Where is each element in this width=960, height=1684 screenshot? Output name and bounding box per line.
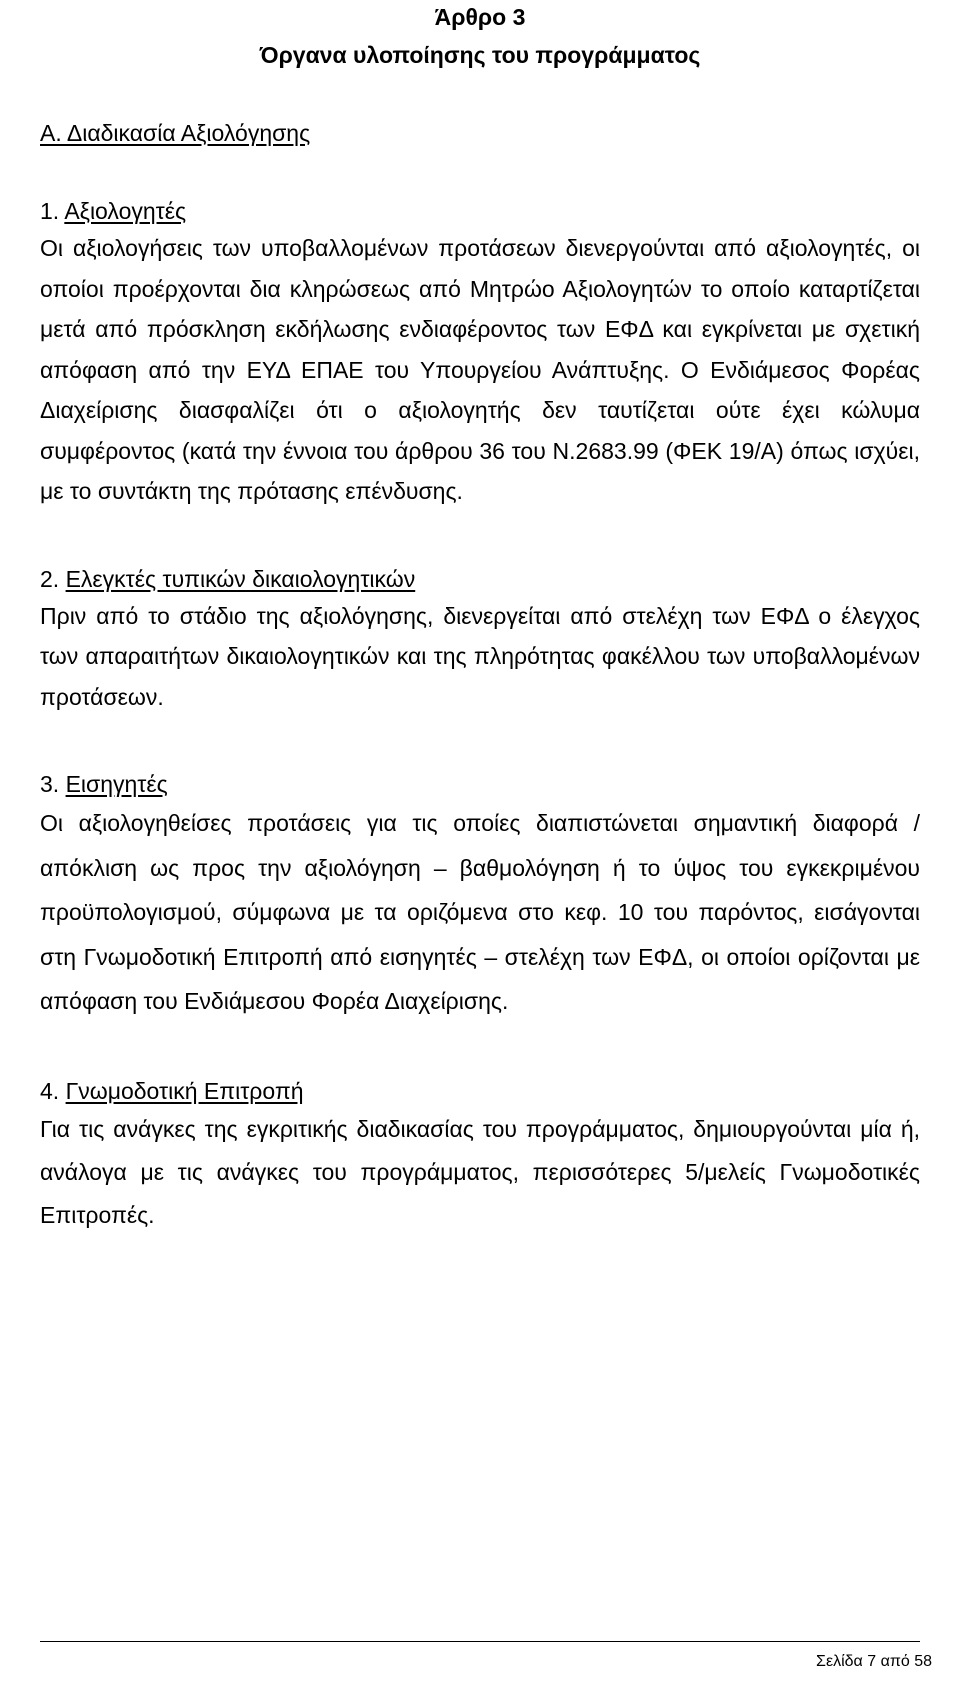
item-document-checkers	[40, 564, 920, 718]
item-paragraph: Οι αξιολογήσεις των υποβαλλομένων προτάσεων διενεργούνται από αξιολογητές, οι οποίοι προέρχονται δια κληρώσεως από Μητρώο Αξιολογητών το οποίο καταρτίζεται μετά από πρόσκληση εκδήλωσης ενδιαφέροντος των ΕΦΔ και εγκρίνεται με σχετική απόφαση από την ΕΥΔ ΕΠΑΕ του Υπουργείου Ανάπτυξης. Ο Ενδιάμεσος Φορέας Διαχείρισης διασφαλίζει ότι ο αξιολογητής δεν ταυτίζεται ούτε έχει κώλυμα συμφέροντος (κατά την έννοια του άρθρου 36 του Ν.2683.99 (ΦΕΚ 19/Α) όπως ισχύει, με το συντάκτη της πρότασης επένδυσης.	[40, 235, 920, 504]
item-evaluators	[40, 196, 920, 512]
article-subtitle: Όργανα υλοποίησης του προγράμματος	[259, 42, 701, 68]
item-number: 3.	[40, 771, 60, 797]
page-number: Σελίδα 7 από 58	[816, 1653, 932, 1670]
section-heading: Α. Διαδικασία Αξιολόγησης	[40, 120, 311, 146]
item-advisory-committee	[40, 1076, 920, 1237]
item-heading	[40, 1076, 920, 1106]
item-title: Εισηγητές	[65, 771, 168, 797]
item-paragraph: Οι αξιολογηθείσες προτάσεις για τις οποίες διαπιστώνεται σημαντική διαφορά / απόκλιση ως προς την αξιολόγηση – βαθμολόγηση ή το ύψος του εγκεκριμένου προϋπολογισμού, σύμφωνα με τα οριζόμενα στο κεφ. 10 του παρόντος, εισάγονται στη Γνωμοδοτική Επιτροπή από εισηγητές – στελέχη των ΕΦΔ, οι οποίοι ορίζονται με απόφαση του Ενδιάμεσου Φορέα Διαχείρισης.	[40, 810, 920, 1014]
document-page	[40, 0, 920, 1237]
item-number: 4.	[40, 1077, 60, 1104]
item-title: Ελεγκτές τυπικών δικαιολογητικών	[65, 565, 416, 592]
item-number: 1.	[40, 198, 60, 224]
item-heading	[40, 564, 920, 594]
item-paragraph: Για τις ανάγκες της εγκριτικής διαδικασίας του προγράμματος, δημιουργούνται μία ή, ανάλογα με τις ανάγκες του προγράμματος, περισσότερες 5/μελείς Γνωμοδοτικές Επιτροπές.	[40, 1115, 920, 1228]
footer-divider	[40, 1641, 920, 1642]
item-rapporteurs	[40, 769, 920, 1024]
article-title: Άρθρο 3	[434, 4, 526, 30]
item-number: 2.	[40, 565, 60, 592]
item-heading	[40, 769, 920, 799]
item-title: Γνωμοδοτική Επιτροπή	[65, 1077, 304, 1104]
item-title: Αξιολογητές	[64, 198, 187, 224]
item-heading	[40, 196, 920, 226]
item-paragraph: Πριν από το στάδιο της αξιολόγησης, διενεργείται από στελέχη των ΕΦΔ ο έλεγχος των απαραιτήτων δικαιολογητικών και της πληρότητας φακέλλου των υποβαλλομένων προτάσεων.	[40, 602, 920, 710]
